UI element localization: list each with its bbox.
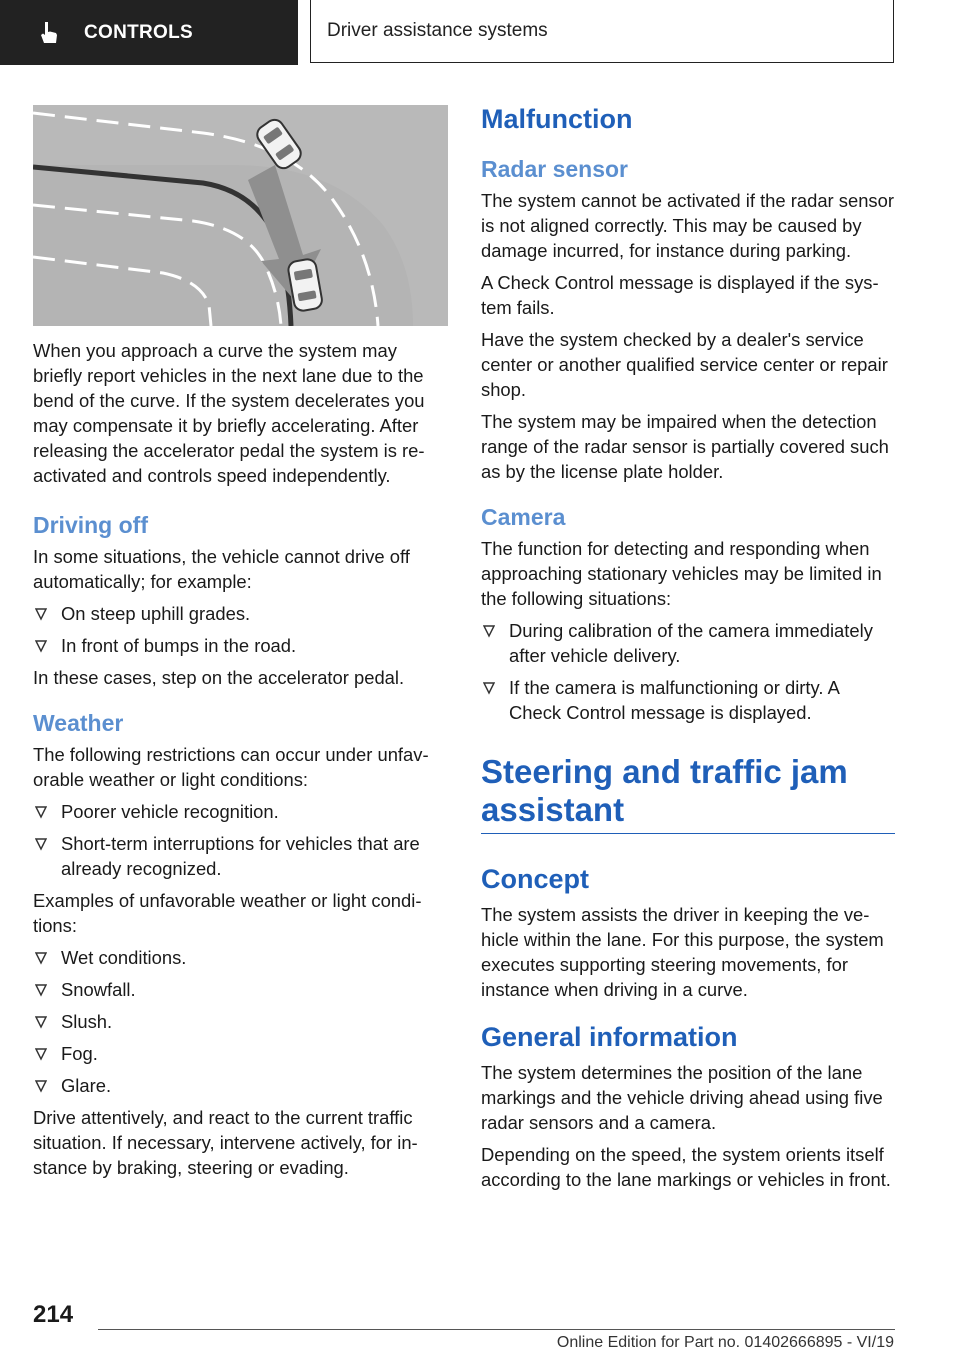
driving-off-after: In these cases, step on the accelerator pedal. <box>33 667 405 688</box>
list-item: Short-term interruptions for vehicles that are already recognized. <box>33 831 448 881</box>
weather-closing: Drive attentively, and react to the current traffic situation. If necessary, intervene actively, for instance by braking, steering or evading. <box>33 1107 418 1178</box>
bullet-triangle-icon <box>35 1044 47 1062</box>
page-number: 214 <box>33 1301 74 1328</box>
list-item: Wet conditions. <box>33 945 448 970</box>
bullet-triangle-icon <box>35 636 47 654</box>
hand-pointer-icon <box>36 19 64 47</box>
malfunction-heading: Malfunction <box>481 104 633 134</box>
weather-examples-list <box>33 945 448 1098</box>
footer-divider <box>98 1329 895 1330</box>
weather-text: The following restrictions can occur under unfavorable weather or light conditions: <box>33 744 429 790</box>
bullet-triangle-icon <box>35 1076 47 1094</box>
bullet-triangle-icon <box>483 621 495 639</box>
bullet-triangle-icon <box>35 1012 47 1030</box>
camera-text: The function for detecting and responding when approaching stationary vehicles may be limited in the following situations: <box>481 538 882 609</box>
header-title-box <box>310 0 894 63</box>
driving-off-list <box>33 601 448 658</box>
weather-examples-text: Examples of unfavorable weather or light conditions: <box>33 890 422 936</box>
bullet-triangle-icon <box>35 604 47 622</box>
bullet-triangle-icon <box>483 678 495 696</box>
steering-assistant-heading: Steering and traffic jam assistant <box>481 753 895 834</box>
header-section-tab <box>0 0 298 65</box>
concept-text: The system assists the driver in keeping the vehicle within the lane. For this purpose, the system executes supporting steering movements, for instance when driving in a curve. <box>481 904 884 1000</box>
list-item: In front of bumps in the road. <box>33 633 448 658</box>
intro-paragraph: When you approach a curve the system may briefly report vehicles in the next lane due to the bend of the curve. If the system decelerates you may compensate it by briefly accelerating. After releasing the accelerator pedal the system is reactivated and controls speed independently. <box>33 340 425 486</box>
radar-paragraph-3: Have the system checked by a dealer's service center or another qualified service center or repair shop. <box>481 329 888 400</box>
radar-paragraph-1: The system cannot be activated if the radar sensor is not aligned correctly. This may be caused by damage incurred, for instance during parking. <box>481 190 894 261</box>
list-item: Fog. <box>33 1041 448 1066</box>
driving-off-heading: Driving off <box>33 512 148 538</box>
header-title: Driver assistance systems <box>327 20 548 41</box>
weather-list <box>33 799 448 881</box>
bullet-triangle-icon <box>35 980 47 998</box>
bullet-triangle-icon <box>35 948 47 966</box>
radar-paragraph-2: A Check Control message is displayed if the system fails. <box>481 272 879 318</box>
general-information-heading: General information <box>481 1022 738 1052</box>
bullet-triangle-icon <box>35 834 47 852</box>
list-item: Poorer vehicle recognition. <box>33 799 448 824</box>
list-item: Glare. <box>33 1073 448 1098</box>
radar-sensor-heading: Radar sensor <box>481 156 629 182</box>
list-item: Slush. <box>33 1009 448 1034</box>
list-item: On steep uphill grades. <box>33 601 448 626</box>
general-paragraph-1: The system determines the position of the lane markings and the vehicle driving ahead using five radar sensors and a camera. <box>481 1062 883 1133</box>
right-column <box>481 102 895 1199</box>
weather-heading: Weather <box>33 710 124 736</box>
footer-edition: Online Edition for Part no. 01402666895 - VI/19 <box>556 1334 894 1351</box>
camera-list <box>481 618 895 725</box>
concept-heading: Concept <box>481 864 589 894</box>
camera-heading: Camera <box>481 504 566 530</box>
header-section-label: CONTROLS <box>84 21 194 43</box>
curve-road-illustration <box>33 105 448 326</box>
list-item: During calibration of the camera immediately after vehicle delivery. <box>481 618 895 668</box>
radar-paragraph-4: The system may be impaired when the detection range of the radar sensor is partially covered such as by the license plate holder. <box>481 411 889 482</box>
left-column <box>33 105 448 1187</box>
general-paragraph-2: Depending on the speed, the system orients itself according to the lane markings or vehicles in front. <box>481 1144 891 1190</box>
driving-off-text: In some situations, the vehicle cannot drive off automatically; for example: <box>33 546 410 592</box>
list-item: If the camera is malfunctioning or dirty. A Check Control message is displayed. <box>481 675 895 725</box>
list-item: Snowfall. <box>33 977 448 1002</box>
bullet-triangle-icon <box>35 802 47 820</box>
